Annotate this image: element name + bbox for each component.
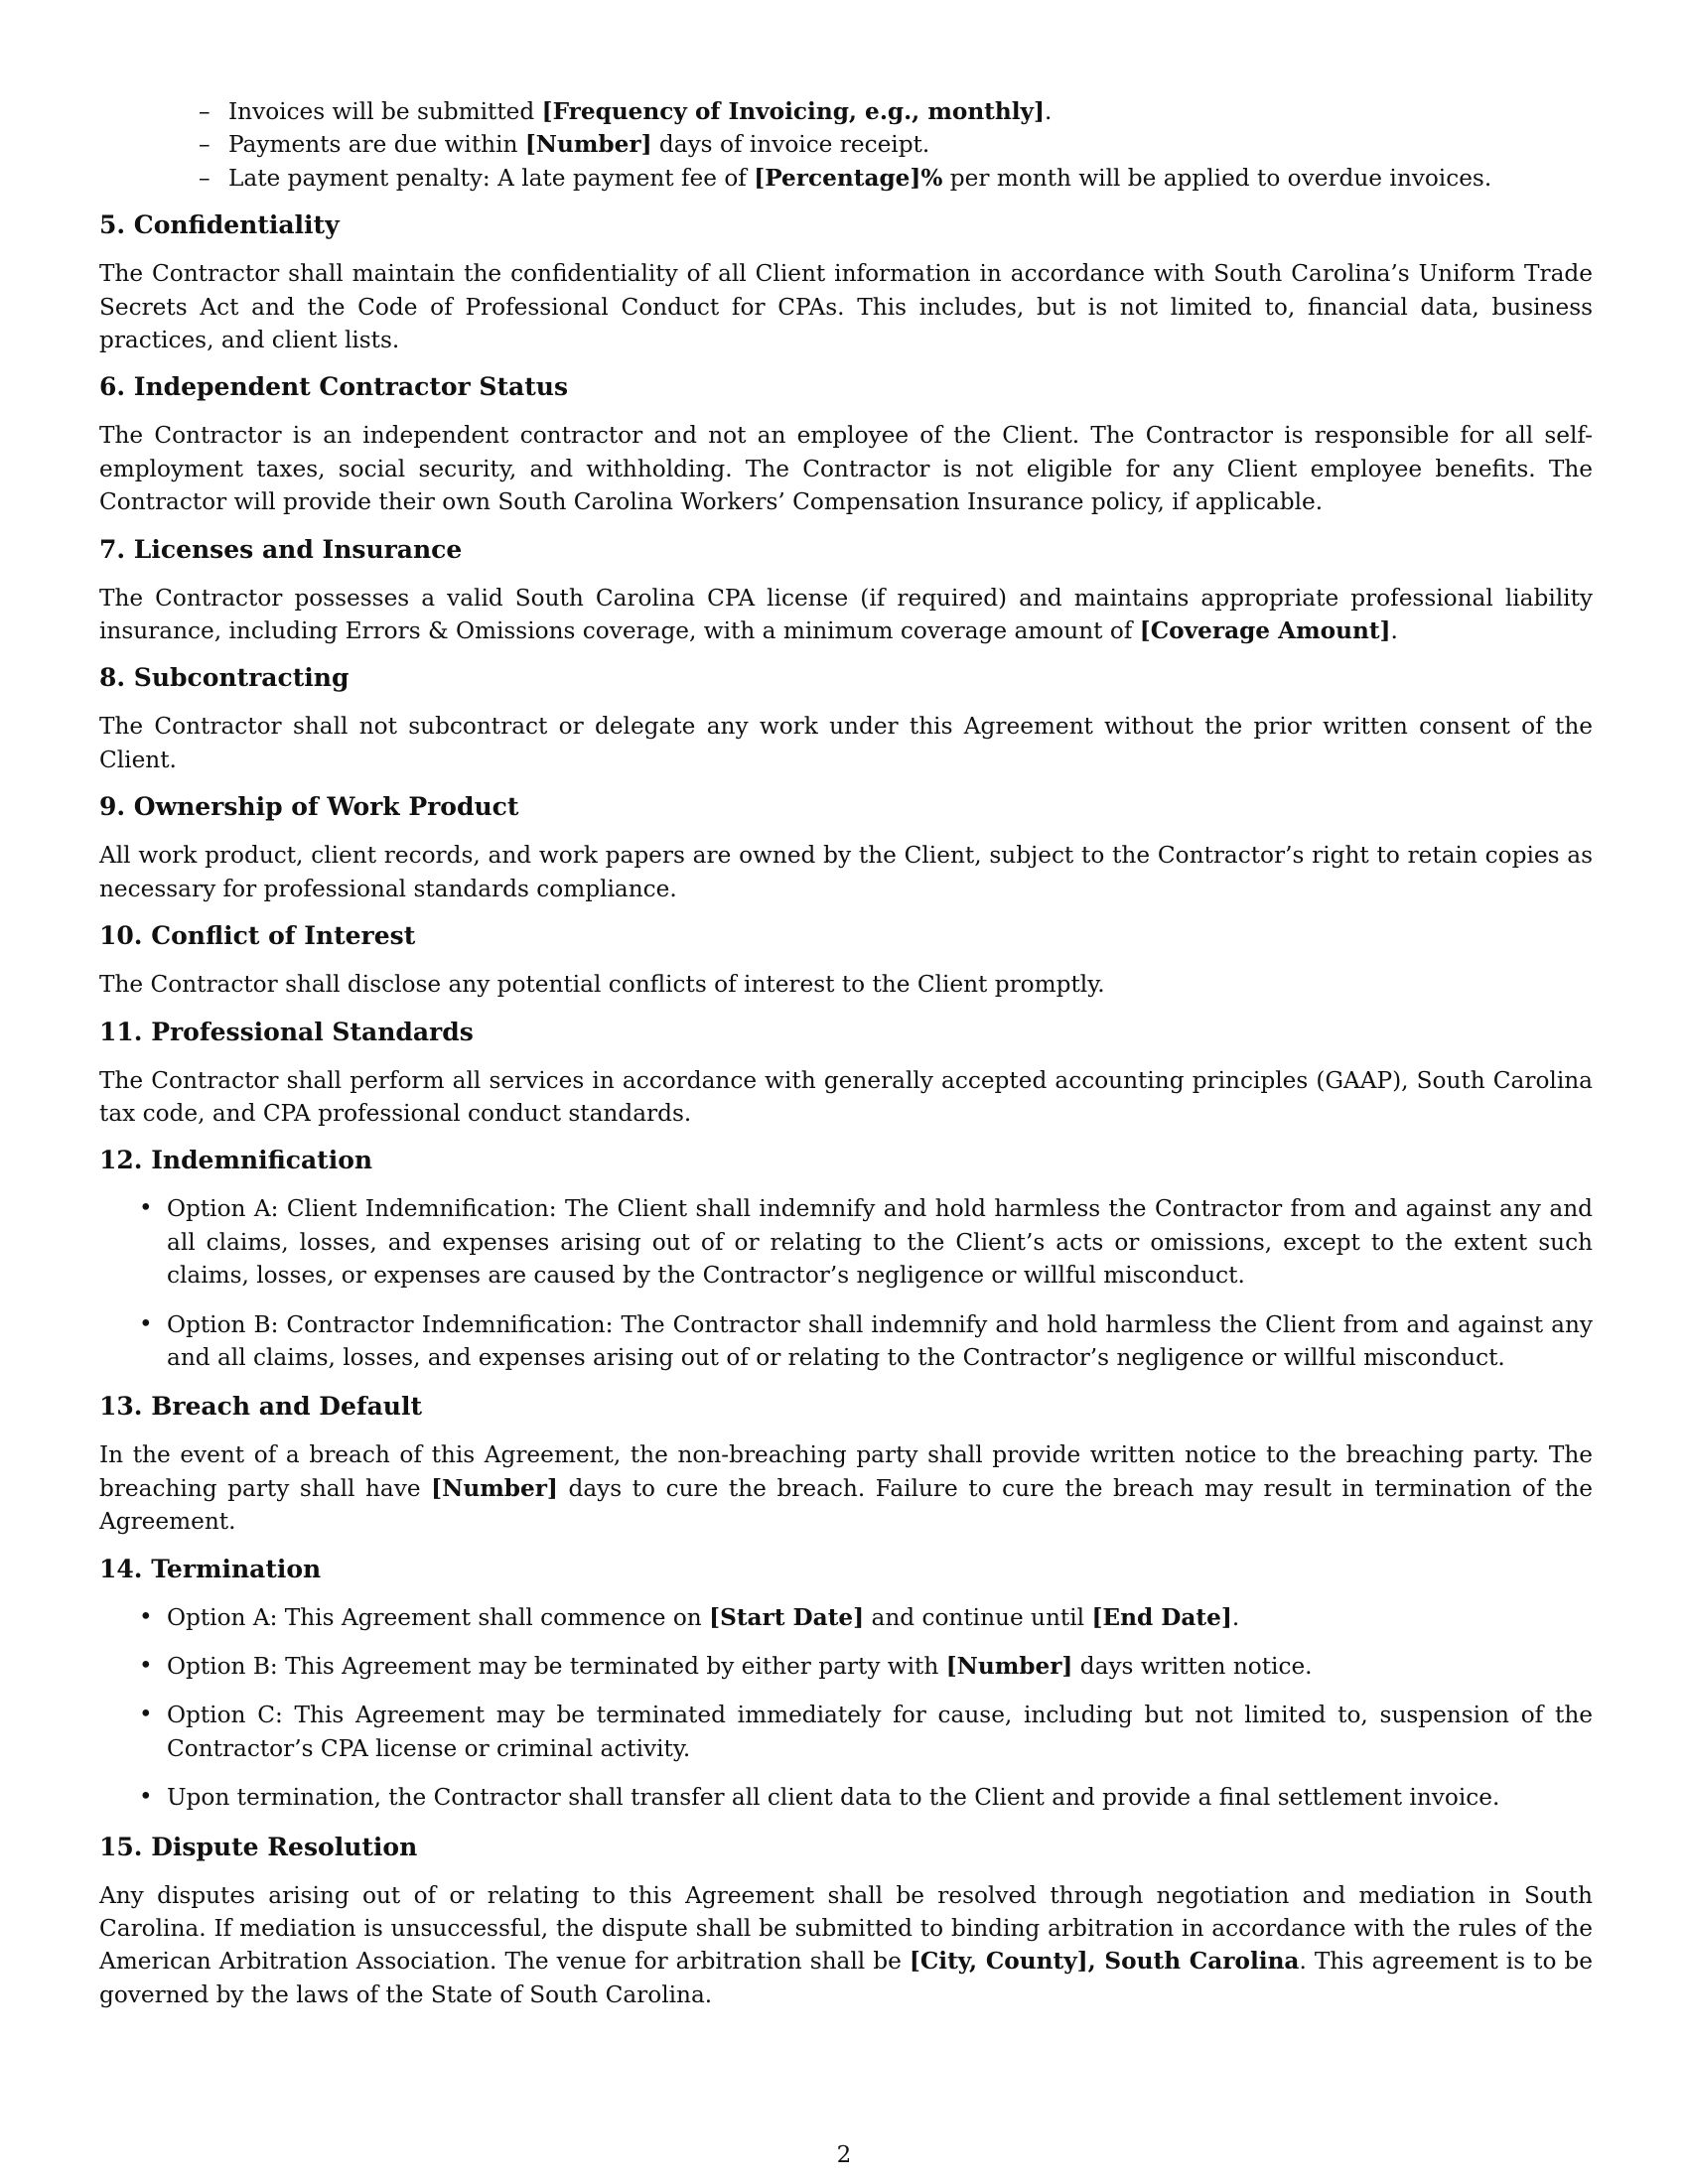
section-heading-independent-contractor: 6. Independent Contractor Status: [99, 372, 569, 402]
section-heading-indemnification: 12. Indemnification: [99, 1146, 373, 1175]
section-heading-termination: 14. Termination: [99, 1554, 322, 1583]
list-item: – Invoices will be submitted [Frequency of Invoicing, e.g., monthly].: [199, 95, 1593, 128]
list-item: • Option A: Client Indemnification: The Client shall indemnify and hold harmless the Contractor from and against any and all claims, losses, and expenses arising out of or relating to the Client’s acts or omissions, except to the extent such claims, losses, or expenses are caused by the Contractor’s negligence or willful misconduct.: [99, 1192, 1593, 1292]
indemnification-options: [99, 1192, 1593, 1374]
list-item: • Option A: This Agreement shall commence on [Start Date] and continue until [End Date].: [99, 1601, 1593, 1634]
invoicing-terms-list: [199, 95, 1593, 195]
section-body-professional-standards: The Contractor shall perform all services in accordance with generally accepted accounting principles (GAAP), South Carolina tax code, and CPA professional conduct standards.: [99, 1066, 1593, 1127]
list-item: • Upon termination, the Contractor shall transfer all client data to the Client and provide a final settlement invoice.: [99, 1781, 1593, 1814]
section-body-breach-default: In the event of a breach of this Agreement, the non-breaching party shall provide written notice to the breaching party. The breaching party shall have [Number] days to cure the breach. Failure to cure the breach may result in termination of the Agreement.: [99, 1441, 1594, 1536]
list-item: – Payments are due within [Number] days of invoice receipt.: [199, 128, 1593, 161]
section-heading-subcontracting: 8. Subcontracting: [99, 663, 350, 693]
list-item: • Option B: This Agreement may be terminated by either party with [Number] days written notice.: [99, 1650, 1593, 1683]
section-heading-dispute-resolution: 15. Dispute Resolution: [99, 1832, 418, 1861]
list-item: • Option C: This Agreement may be terminated immediately for cause, including but not limited to, suspension of the Contractor’s CPA license or criminal activity.: [99, 1699, 1593, 1765]
section-heading-conflict-of-interest: 10. Conflict of Interest: [99, 921, 416, 951]
section-heading-breach-default: 13. Breach and Default: [99, 1392, 423, 1422]
list-item: – Late payment penalty: A late payment fee of [Percentage]% per month will be applied to overdue invoices.: [199, 162, 1593, 195]
section-body-dispute-resolution: Any disputes arising out of or relating to this Agreement shall be resolved through negotiation and mediation in South Carolina. If mediation is unsuccessful, the dispute shall be submitted to binding arbitration in accordance with the rules of the American Arbitration Association. The venue for arbitration shall be [City, County], South Carolina. This agreement is to be governed by the laws of the State of South Carolina.: [99, 1881, 1593, 2008]
section-body-conflict-of-interest: The Contractor shall disclose any potential conflicts of interest to the Client promptly.: [99, 971, 1105, 999]
section-heading-ownership: 9. Ownership of Work Product: [99, 792, 519, 822]
document-page: [99, 95, 1593, 2021]
termination-options: [99, 1601, 1593, 1815]
section-body-ownership: All work product, client records, and work papers are owned by the Client, subject to the Contractor’s right to retain copies as necessary for professional standards compliance.: [99, 842, 1593, 902]
section-heading-professional-standards: 11. Professional Standards: [99, 1017, 474, 1046]
section-heading-confidentiality: 5. Confidentiality: [99, 210, 340, 240]
list-item: • Option B: Contractor Indemnification: The Contractor shall indemnify and hold harmless the Client from and against any and all claims, losses, and expenses arising out of or relating to the Contractor’s negligence or willful misconduct.: [99, 1308, 1593, 1375]
section-body-subcontracting: The Contractor shall not subcontract or delegate any work under this Agreement without the prior written consent of the Client.: [99, 713, 1593, 773]
section-body-licenses-insurance: The Contractor possesses a valid South Carolina CPA license (if required) and maintains appropriate professional liability insurance, including Errors & Omissions coverage, with a minimum coverage amount of [Coverage Amount].: [99, 584, 1593, 645]
section-heading-licenses-insurance: 7. Licenses and Insurance: [99, 534, 463, 564]
section-body-confidentiality: The Contractor shall maintain the confidentiality of all Client information in accordance with South Carolina’s Uniform Trade Secrets Act and the Code of Professional Conduct for CPAs. This includes, but is not limited to, financial data, business practices, and client lists.: [99, 260, 1593, 354]
page-number: 2: [836, 2142, 852, 2168]
section-body-independent-contractor: The Contractor is an independent contractor and not an employee of the Client. The Contractor is responsible for all self-employment taxes, social security, and withholding. The Contractor is not eligible for any Client employee benefits. The Contractor will provide their own South Carolina Workers’ Compensation Insurance policy, if applicable.: [99, 422, 1593, 516]
